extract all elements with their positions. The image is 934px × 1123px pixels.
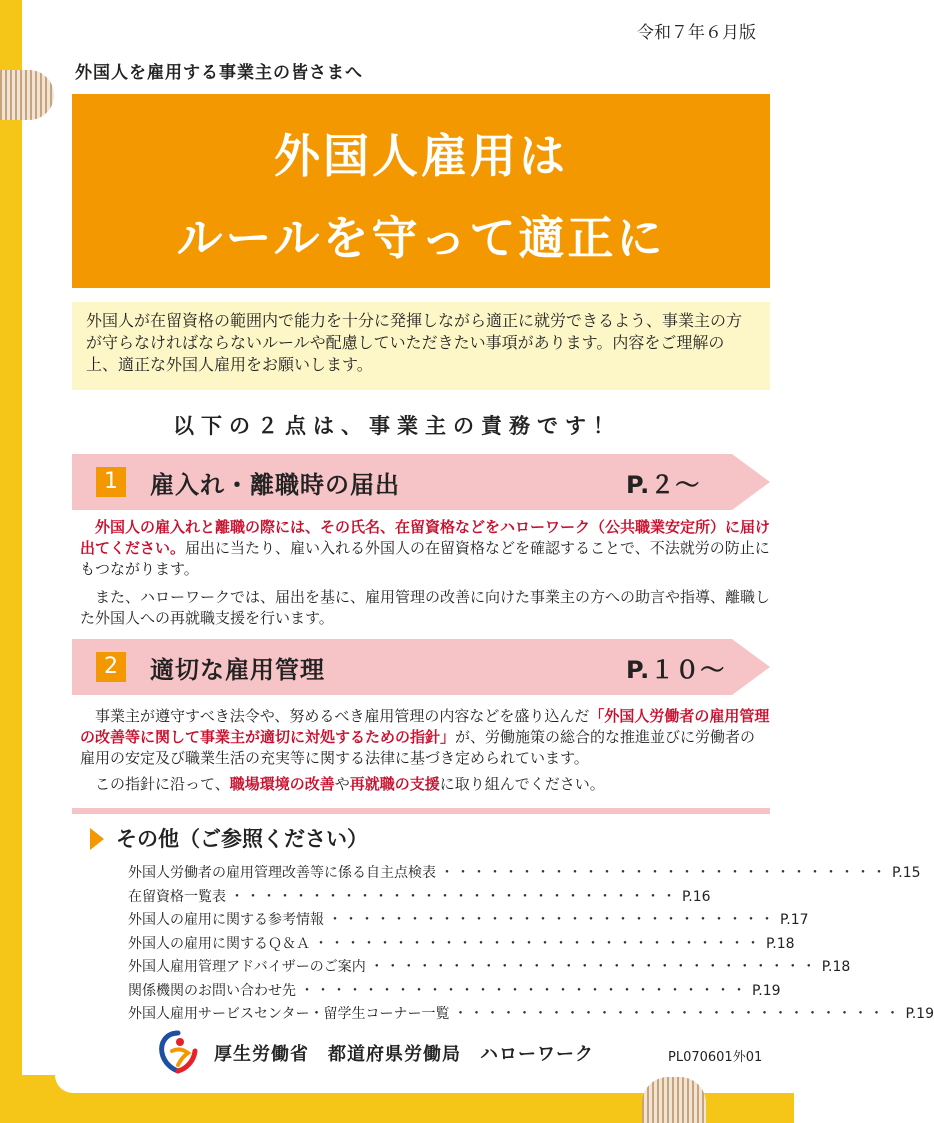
- mhlw-logo-icon: [158, 1029, 198, 1073]
- list-item: [128, 980, 781, 1004]
- list-item: [128, 1003, 934, 1027]
- triangle-bullet-icon: [90, 828, 104, 850]
- section-2-emphasis-1: 職場環境の改善: [229, 775, 335, 793]
- leader-dots: ・・・・・・・・・・・・・・・・・・・・・・・・・・・・: [440, 865, 888, 881]
- list-item: [128, 886, 711, 910]
- list-item-page: P.18: [821, 959, 851, 975]
- section-1-page: P.２～: [626, 471, 701, 499]
- list-item-label: 在留資格一覧表: [128, 888, 226, 905]
- leader-dots: ・・・・・・・・・・・・・・・・・・・・・・・・・・・・: [314, 935, 762, 952]
- section-2-page: P.１０～: [626, 656, 726, 684]
- leader-dots: ・・・・・・・・・・・・・・・・・・・・・・・・・・・・: [300, 982, 748, 999]
- section-1-text-2: また、ハローワークでは、届出を基に、雇用管理の改善に向けた事業主の方への助言や指導、離職した外国人への再就職支援を行います。: [80, 588, 771, 627]
- section-2-text-a: 事業主が遵守すべき法令や、努めるべき雇用管理の内容などを盛り込んだ: [95, 707, 590, 725]
- title-banner: [72, 94, 770, 288]
- document-code: PL070601外01: [668, 1050, 763, 1065]
- section-2-text-b: が、労働施策の総合的な推進並びに労働者の雇用の安定及び職業生活の充実等に関する法律に基づき定められています。: [80, 728, 756, 767]
- section-divider: [72, 808, 770, 814]
- list-item-page: P.19: [905, 1006, 934, 1022]
- list-item-label: 外国人の雇用に関するＱ＆Ａ: [128, 935, 310, 952]
- section-1-paragraph-1: [80, 517, 770, 580]
- list-item: [128, 933, 795, 957]
- list-item-label: 外国人労働者の雇用管理改善等に係る自主点検表: [128, 865, 436, 881]
- section-1-number: 1: [96, 467, 126, 497]
- list-item-page: P.17: [780, 912, 809, 928]
- list-item: [128, 862, 921, 886]
- intro-text: 外国人が在留資格の範囲内で能力を十分に発揮しながら適正に就労できるよう、事業主の方が守らなければならないルールや配慮していただきたい事項があります。内容をご理解の上、適正な外国人雇用をお願いします。: [72, 302, 770, 390]
- left-stripe-decor: [0, 70, 54, 120]
- section-2-paragraph-1: [80, 706, 770, 769]
- section-2-number: 2: [96, 652, 126, 682]
- title-line-1: 外国人雇用は: [274, 129, 568, 183]
- list-item-page: P.16: [682, 888, 711, 905]
- section-2-p2-text-b: や: [334, 775, 350, 793]
- section-2-p2-text-a: この指針に沿って、: [95, 775, 230, 793]
- section-1-emphasis: 外国人の雇入れと離職の際には、その氏名、在留資格などをハローワーク（公共職業安定所）に届け出てください。: [80, 518, 771, 557]
- duties-heading: 以下の２点は、事業主の責務です！: [173, 414, 621, 438]
- bottom-stripe-decor: [642, 1077, 706, 1123]
- leader-dots: ・・・・・・・・・・・・・・・・・・・・・・・・・・・・: [328, 912, 776, 928]
- section-1-header: [72, 454, 770, 510]
- edition-label: 令和７年６月版: [637, 23, 756, 43]
- section-1-text: 届出に当たり、雇い入れる外国人の在留資格などを確認することで、不法就労の防止にもつながります。: [80, 539, 770, 578]
- list-item-label: 関係機関のお問い合わせ先: [128, 982, 296, 999]
- left-decor-inner: [22, 0, 55, 1123]
- section-2-paragraph-2: [80, 774, 770, 795]
- other-heading-text: その他（ご参照ください）: [116, 827, 368, 851]
- leader-dots: ・・・・・・・・・・・・・・・・・・・・・・・・・・・・: [453, 1006, 902, 1022]
- section-2-p2-text-c: に取り組んでください。: [439, 775, 605, 793]
- list-item: [128, 956, 851, 980]
- list-item-label: 外国人雇用サービスセンター・留学生コーナー一覧: [128, 1006, 450, 1022]
- section-1-paragraph-2: [80, 587, 770, 629]
- title-line-2: ルールを守って適正に: [176, 211, 666, 265]
- list-item-label: 外国人の雇用に関する参考情報: [128, 912, 324, 928]
- section-2-title: 適切な雇用管理: [150, 656, 325, 684]
- list-item-page: P.18: [766, 935, 795, 952]
- list-item-page: P.15: [892, 865, 921, 881]
- leader-dots: ・・・・・・・・・・・・・・・・・・・・・・・・・・・・: [369, 959, 818, 975]
- footer-organizations: 厚生労働省 都道府県労働局 ハローワーク: [214, 1044, 594, 1065]
- other-heading: [90, 823, 368, 853]
- section-2-guideline-name: 「外国人労働者の雇用管理の改善等に関して事業主が適切に対処するための指針」: [80, 707, 770, 746]
- section-1-title: 雇入れ・離職時の届出: [150, 471, 400, 499]
- audience-heading: 外国人を雇用する事業主の皆さまへ: [75, 63, 363, 83]
- section-2-emphasis-2: 再就職の支援: [349, 775, 440, 793]
- leader-dots: ・・・・・・・・・・・・・・・・・・・・・・・・・・・・: [230, 888, 678, 905]
- list-item-label: 外国人雇用管理アドバイザーのご案内: [128, 959, 366, 975]
- reference-list: [128, 862, 934, 1027]
- section-2-header: [72, 639, 770, 695]
- list-item: [128, 909, 809, 933]
- list-item-page: P.19: [752, 982, 781, 999]
